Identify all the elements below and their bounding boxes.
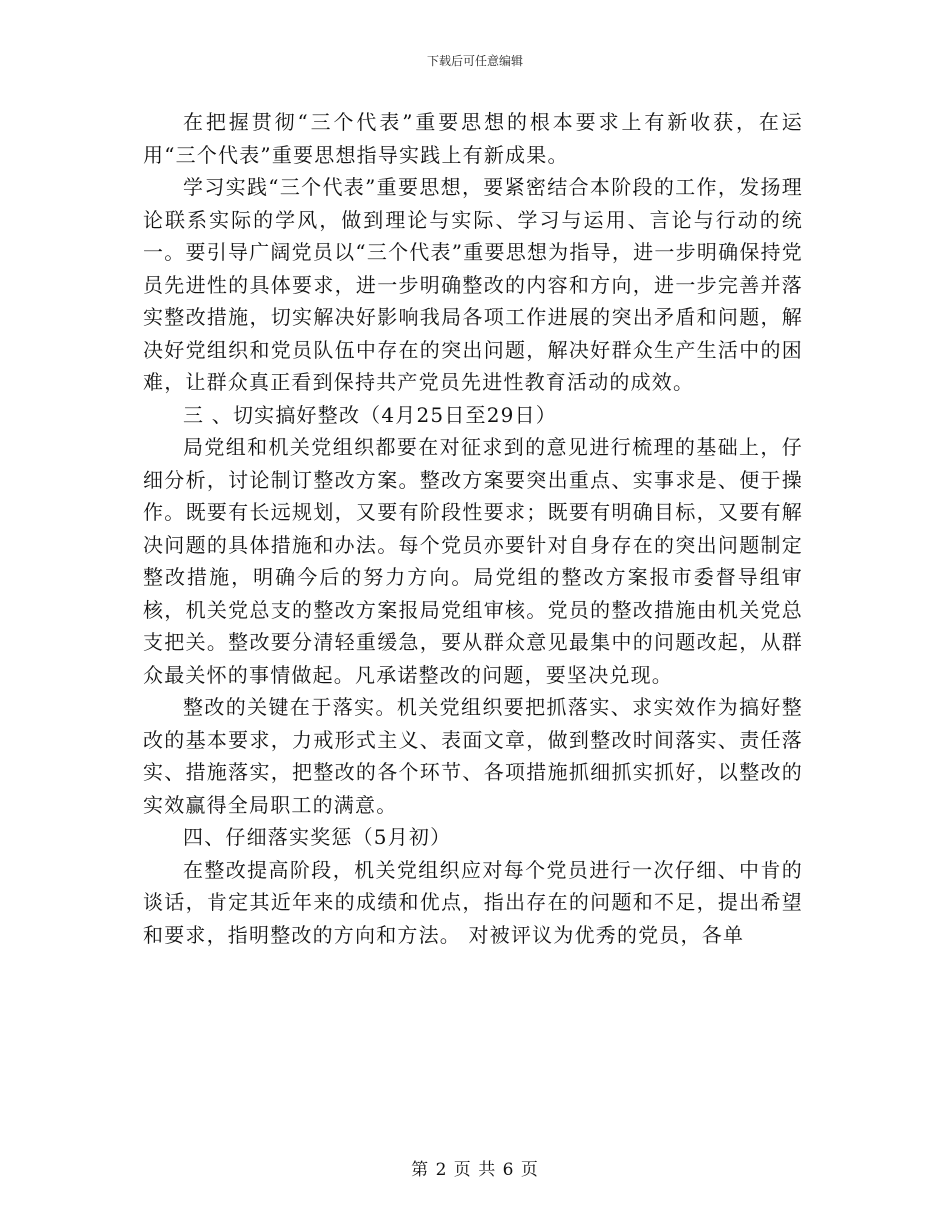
page-number: 第 2 页 共 6 页 bbox=[411, 1160, 539, 1180]
paragraph-1: 在把握贯彻“三个代表”重要思想的根本要求上有新收获，在运用“三个代表”重要思想指导实践上有新成果。 bbox=[143, 110, 803, 167]
document-body bbox=[143, 106, 803, 951]
paragraph-3: 局党组和机关党组织都要在对征求到的意见进行梳理的基础上，仔细分析，讨论制订整改方案。整改方案要突出重点、实事求是、便于操作。既要有长远规划，又要有阶段性要求；既要有明确目标，又要有解决问题的具体措施和办法。每个党员亦要针对自身存在的突出问题制定整改措施，明确今后的努力方向。局党组的整改方案报市委督导组审核，机关党总支的整改方案报局党组审核。党员的整改措施由机关党总支把关。整改要分清轻重缓急，要从群众意见最集中的问题改起，从群众最关怀的事情做起。凡承诺整改的问题，要坚决兑现。 bbox=[143, 435, 803, 687]
paragraph-2: 学习实践“三个代表”重要思想，要紧密结合本阶段的工作，发扬理论联系实际的学风，做到理论与实际、学习与运用、言论与行动的统一。要引导广阔党员以“三个代表”重要思想为指导，进一步明确保持党员先进性的具体要求，进一步明确整改的内容和方向，进一步完善并落实整改措施，切实解决好影响我局各项工作进展的突出矛盾和问题，解决好党组织和党员队伍中存在的突出问题，解决好群众生产生活中的困难，让群众真正看到保持共产党员先进性教育活动的成效。 bbox=[143, 175, 803, 394]
section-heading-4: 四、仔细落实奖惩（5月初） bbox=[183, 825, 452, 849]
page-header-note: 下载后可任意编辑 bbox=[426, 54, 523, 68]
paragraph-4: 整改的关键在于落实。机关党组织要把抓落实、求实效作为搞好整改的基本要求，力戒形式主义、表面文章，做到整改时间落实、责任落实、措施落实，把整改的各个环节、各项措施抓细抓实抓好，以整改的实效赢得全局职工的满意。 bbox=[143, 695, 803, 817]
paragraph-5: 在整改提高阶段，机关党组织应对每个党员进行一次仔细、中肯的谈话，肯定其近年来的成绩和优点，指出存在的问题和不足，提出希望和要求，指明整改的方向和方法。 对被评议为优秀的党员，各单 bbox=[143, 857, 803, 947]
section-heading-3: 三 、切实搞好整改（4月25日至29日） bbox=[183, 402, 557, 427]
